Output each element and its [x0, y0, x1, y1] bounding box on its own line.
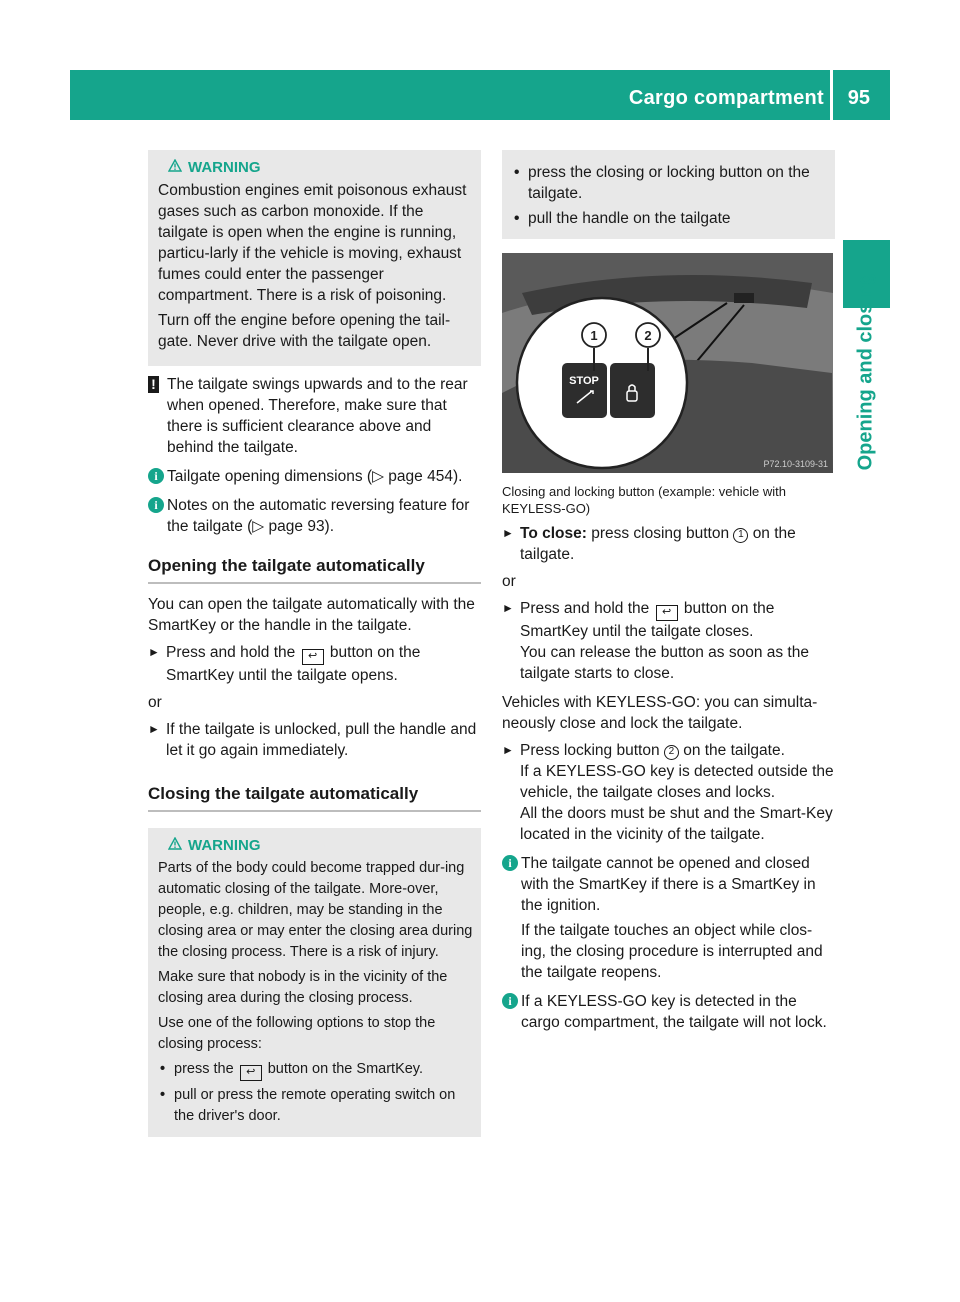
warning-triangle-icon: [168, 835, 182, 856]
step-text: button on the SmartKey until the tailgate closes.: [520, 600, 775, 640]
tailgate-key-icon: ↩: [656, 605, 678, 621]
arrow-right-icon: ►: [148, 645, 160, 659]
bullet-text: press the: [174, 1061, 234, 1077]
arrow-right-icon: ►: [502, 743, 514, 757]
caution-note: [148, 374, 481, 458]
info-text: Notes on the automatic reversing feature for the tailgate (▷ page 93).: [167, 497, 470, 535]
bullet-text: press the closing or locking button on the tailgate.: [528, 164, 810, 202]
stop-label: STOP: [569, 375, 599, 387]
arrow-right-icon: ►: [502, 601, 514, 615]
bullet-icon: •: [514, 210, 520, 227]
chapter-label: Opening and closing: [854, 272, 877, 471]
callout-1-icon: 1: [733, 528, 748, 543]
info-text: If a KEYLESS-GO key is detected in the cargo compartment, the tailgate will not lock.: [521, 993, 827, 1031]
info-icon: i: [502, 993, 518, 1009]
info-icon: i: [148, 497, 164, 513]
body-text: You can open the tailgate automatically with the SmartKey or the handle in the tailgate.: [148, 596, 475, 634]
info-text: The tailgate cannot be opened and closed with the SmartKey if there is a SmartKey in the ignition.: [521, 855, 816, 914]
info-note: [148, 466, 481, 487]
tailgate-key-icon: ↩: [240, 1065, 262, 1081]
action-step: [502, 740, 835, 845]
warning-text: Make sure that nobody is in the vicinity of the closing area during the closing process.: [158, 969, 448, 1006]
list-item: [512, 208, 827, 229]
info-note: [148, 495, 481, 537]
or-text: or: [502, 573, 516, 590]
right-column: [502, 150, 835, 1033]
action-step: [148, 642, 481, 686]
bullet-text: pull or press the remote operating switch on the driver's door.: [174, 1087, 456, 1124]
warning-triangle-icon: [168, 157, 182, 178]
arrow-right-icon: ►: [148, 722, 160, 736]
step-text: press closing button: [591, 525, 730, 542]
bullet-icon: •: [160, 1061, 166, 1077]
step-text: on the tailgate.: [520, 525, 796, 563]
step-text: button on the SmartKey until the tailgate opens.: [166, 644, 421, 684]
list-item: [158, 1059, 473, 1081]
section-heading: Closing the tailgate automatically: [148, 783, 481, 812]
info-text: If the tailgate touches an object while clos-ing, the closing procedure is interrupted and the tailgate reopens.: [521, 922, 823, 981]
left-column: [148, 150, 481, 1137]
header-separator: [830, 70, 833, 120]
warning-text: Use one of the following options to stop the closing process:: [158, 1015, 436, 1052]
or-text: or: [148, 694, 162, 711]
info-note: [502, 853, 835, 983]
action-step: [502, 598, 835, 684]
warning-label: WARNING: [188, 159, 261, 176]
bullet-text: button on the SmartKey.: [267, 1061, 424, 1077]
info-icon: i: [502, 855, 518, 871]
info-note: [502, 991, 835, 1033]
step-text: If the tailgate is unlocked, pull the handle and let it go again immediately.: [166, 721, 477, 759]
figure-code: P72.10-3109-31: [763, 459, 828, 469]
list-item: [158, 1085, 473, 1127]
page-header: [70, 70, 890, 120]
warning-label: WARNING: [188, 837, 261, 854]
bullet-icon: •: [160, 1087, 166, 1103]
page-number: 95: [847, 87, 870, 109]
action-step: [148, 719, 481, 761]
bullet-icon: •: [514, 164, 520, 181]
step-text: Press and hold the: [520, 600, 650, 617]
step-text: If a KEYLESS-GO key is detected outside the vehicle, the tailgate closes and locks.: [520, 763, 834, 801]
action-step: [502, 523, 835, 565]
arrow-right-icon: ►: [502, 526, 514, 540]
callout-2: 2: [644, 328, 652, 343]
warning-box-poisoning: [148, 150, 481, 366]
step-text: Press and hold the: [166, 644, 296, 661]
list-item: [512, 162, 827, 204]
tailgate-buttons-photo: [502, 253, 833, 473]
body-text: Vehicles with KEYLESS-GO: you can simulta-neously close and lock the tailgate.: [502, 694, 818, 732]
section-heading: Opening the tailgate automatically: [148, 555, 481, 584]
callout-1: 1: [590, 328, 598, 343]
warning-box-trapping: [148, 828, 481, 1137]
step-label: To close:: [520, 525, 587, 542]
header-title: Cargo compartment: [628, 87, 824, 109]
tailgate-key-icon: ↩: [302, 649, 324, 665]
figure-caption: Closing and locking button (example: vehicle with KEYLESS-GO): [502, 484, 786, 516]
tailgate-illustration: [502, 253, 833, 473]
warning-text: Parts of the body could become trapped dur-ing automatic closing of the tailgate. More-over, people, e.g. children, may be standing in the closing area or may enter the closing area during the closing process. There is a risk of injury.: [158, 860, 473, 960]
bullet-text: pull the handle on the tailgate: [528, 210, 731, 227]
exclamation-icon: !: [148, 376, 159, 393]
warning-continuation-box: [502, 150, 835, 239]
step-text: on the tailgate.: [683, 742, 785, 759]
warning-heading: [158, 157, 473, 178]
callout-2-icon: 2: [664, 745, 679, 760]
warning-text: Turn off the engine before opening the tail-gate. Never drive with the tailgate open.: [158, 312, 451, 350]
step-text: Press locking button: [520, 742, 660, 759]
warning-heading: [158, 835, 473, 856]
info-text: Tailgate opening dimensions (▷ page 454).: [167, 468, 463, 485]
caution-text: The tailgate swings upwards and to the rear when opened. Therefore, make sure that there is sufficient clearance above and behind the tailgate.: [167, 376, 468, 456]
info-icon: i: [148, 468, 164, 484]
step-text: You can release the button as soon as the tailgate starts to close.: [520, 644, 809, 682]
step-text: All the doors must be shut and the Smart-Key located in the vicinity of the tailgate.: [520, 805, 833, 843]
warning-text: Combustion engines emit poisonous exhaust gases such as carbon monoxide. If the tailgate is open when the engine is running, particu-larly if the vehicle is moving, exhaust fumes could enter the passenger compartment. There is a risk of poisoning.: [158, 182, 467, 304]
